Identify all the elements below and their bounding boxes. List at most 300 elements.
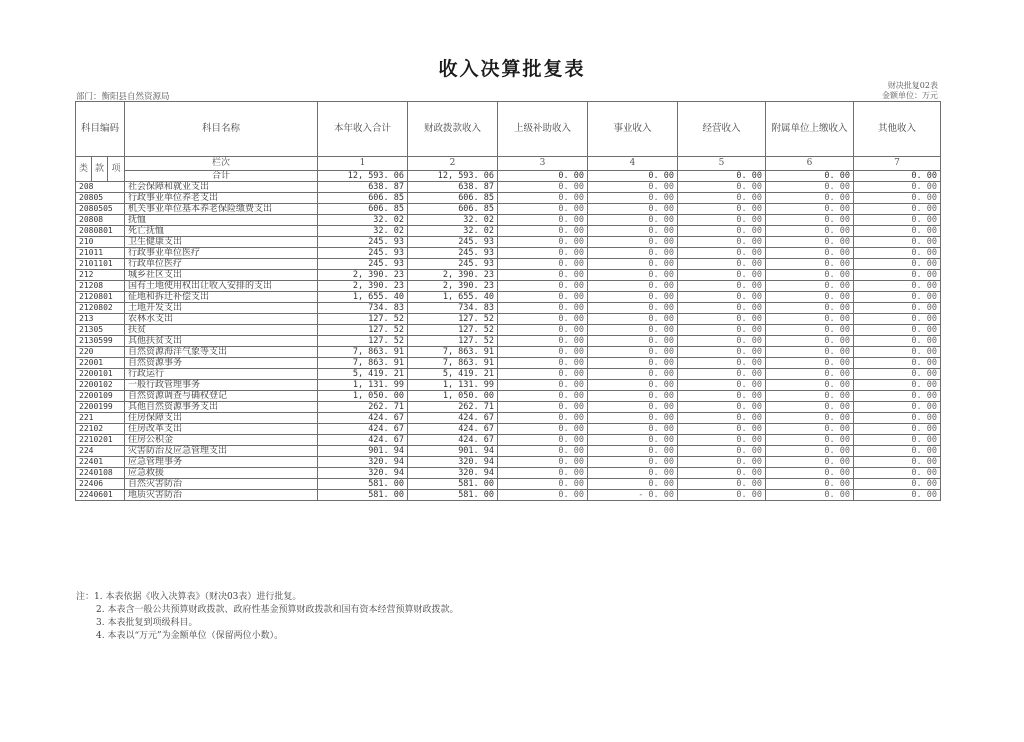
row-value-7: 0. 00 [854,226,941,237]
row-value-5: 0. 00 [678,479,766,490]
row-name: 一般行政管理事务 [125,380,318,391]
row-value-3: 0. 00 [498,479,588,490]
table-row [76,248,941,259]
row-value-1: 320. 94 [318,468,408,479]
row-value-4: 0. 00 [588,292,678,303]
row-name: 应急救援 [125,468,318,479]
total-row [76,170,941,181]
col-num-5: 5 [678,157,766,171]
row-value-2: 424. 67 [408,435,498,446]
note-1: 注：1. 本表依据《收入决算表》（财决03表）进行批复。 [76,592,302,602]
row-value-6: 0. 00 [766,215,854,226]
total-value-1: 12, 593. 06 [318,170,408,181]
row-value-3: 0. 00 [498,281,588,292]
row-name: 住房公积金 [125,435,318,446]
row-value-4: 0. 00 [588,435,678,446]
table-row [76,281,941,292]
row-name: 自然资源海洋气象等支出 [125,347,318,358]
table-row [76,380,941,391]
row-value-5: 0. 00 [678,314,766,325]
row-value-5: 0. 00 [678,215,766,226]
row-value-4: 0. 00 [588,468,678,479]
row-name: 行政事业单位医疗 [125,248,318,259]
row-name: 行政单位医疗 [125,259,318,270]
table-row [76,292,941,303]
row-value-2: 901. 94 [408,446,498,457]
row-value-3: 0. 00 [498,490,588,501]
row-value-5: 0. 00 [678,369,766,380]
row-value-4: 0. 00 [588,457,678,468]
row-value-7: 0. 00 [854,435,941,446]
total-value-6: 0. 00 [766,170,854,181]
header-lanci: 栏次 [125,157,318,171]
row-value-5: 0. 00 [678,457,766,468]
row-value-5: 0. 00 [678,468,766,479]
row-value-4: 0. 00 [588,347,678,358]
row-code: 2200101 [76,369,125,380]
row-value-7: 0. 00 [854,325,941,336]
row-value-2: 424. 67 [408,424,498,435]
row-value-4: 0. 00 [588,369,678,380]
row-name: 其他扶贫支出 [125,336,318,347]
row-value-7: 0. 00 [854,182,941,193]
row-name: 行政运行 [125,369,318,380]
row-value-4: 0. 00 [588,479,678,490]
table-row [76,270,941,281]
row-value-6: 0. 00 [766,369,854,380]
row-value-1: 1, 131. 99 [318,380,408,391]
row-name: 其他自然资源事务支出 [125,402,318,413]
row-value-2: 262. 71 [408,402,498,413]
table-row [76,490,941,501]
row-value-1: 127. 52 [318,336,408,347]
row-name: 死亡抚恤 [125,226,318,237]
row-code: 22406 [76,479,125,490]
row-value-6: 0. 00 [766,435,854,446]
row-name: 城乡社区支出 [125,270,318,281]
row-value-6: 0. 00 [766,391,854,402]
row-code: 2080801 [76,226,125,237]
row-code: 22401 [76,457,125,468]
row-value-2: 320. 94 [408,457,498,468]
row-code: 20805 [76,193,125,204]
row-value-2: 1, 050. 00 [408,391,498,402]
row-value-3: 0. 00 [498,314,588,325]
row-value-6: 0. 00 [766,336,854,347]
row-value-1: 245. 93 [318,237,408,248]
row-name: 自然资源事务 [125,358,318,369]
header-row [76,102,941,157]
row-value-5: 0. 00 [678,490,766,501]
row-value-2: 320. 94 [408,468,498,479]
row-value-1: 32. 02 [318,226,408,237]
row-value-5: 0. 00 [678,380,766,391]
row-value-2: 581. 00 [408,479,498,490]
row-value-3: 0. 00 [498,182,588,193]
note-3: 3. 本表批复到项级科目。 [96,618,198,628]
row-value-7: 0. 00 [854,468,941,479]
row-value-3: 0. 00 [498,468,588,479]
row-value-6: 0. 00 [766,468,854,479]
row-value-2: 606. 85 [408,204,498,215]
row-value-7: 0. 00 [854,402,941,413]
header-col-4: 事业收入 [588,102,678,157]
row-value-5: 0. 00 [678,281,766,292]
row-value-2: 734. 83 [408,303,498,314]
col-num-1: 1 [318,157,408,171]
row-value-4: 0. 00 [588,193,678,204]
row-value-7: 0. 00 [854,369,941,380]
row-value-1: 127. 52 [318,325,408,336]
row-code: 208 [76,182,125,193]
table-row [76,193,941,204]
page-title: 收入决算批复表 [438,58,586,80]
row-value-1: 581. 00 [318,490,408,501]
header-xiang: 项 [108,157,125,182]
header-kuan: 款 [92,157,108,182]
table-row [76,369,941,380]
row-value-4: 0. 00 [588,413,678,424]
row-value-4: 0. 00 [588,215,678,226]
row-name: 卫生健康支出 [125,237,318,248]
row-value-7: 0. 00 [854,248,941,259]
row-code: 2120802 [76,303,125,314]
table-row [76,446,941,457]
row-value-1: 424. 67 [318,435,408,446]
row-value-1: 2, 390. 23 [318,270,408,281]
row-code: 2130599 [76,336,125,347]
row-value-3: 0. 00 [498,248,588,259]
header-col-2: 财政拨款收入 [408,102,498,157]
table-row [76,226,941,237]
table-row [76,402,941,413]
col-num-6: 6 [766,157,854,171]
row-value-4: 0. 00 [588,402,678,413]
row-value-5: 0. 00 [678,435,766,446]
row-value-1: 5, 419. 21 [318,369,408,380]
row-name: 自然资源调查与确权登记 [125,391,318,402]
table-row [76,413,941,424]
row-name: 地质灾害防治 [125,490,318,501]
row-value-7: 0. 00 [854,237,941,248]
row-value-3: 0. 00 [498,435,588,446]
row-value-1: 606. 85 [318,193,408,204]
table-row [76,435,941,446]
note-4: 4. 本表以“万元”为金额单位（保留两位小数）。 [96,631,284,641]
row-code: 221 [76,413,125,424]
row-code: 21305 [76,325,125,336]
row-value-6: 0. 00 [766,281,854,292]
row-value-2: 7, 863. 91 [408,347,498,358]
row-value-3: 0. 00 [498,391,588,402]
row-value-3: 0. 00 [498,259,588,270]
table-row [76,314,941,325]
row-value-3: 0. 00 [498,193,588,204]
total-value-7: 0. 00 [854,170,941,181]
row-code: 212 [76,270,125,281]
row-value-5: 0. 00 [678,270,766,281]
row-value-7: 0. 00 [854,413,941,424]
row-value-1: 245. 93 [318,248,408,259]
table-row [76,468,941,479]
row-value-5: 0. 00 [678,336,766,347]
table-row [76,325,941,336]
row-code: 2080505 [76,204,125,215]
row-value-1: 1, 050. 00 [318,391,408,402]
row-value-5: 0. 00 [678,325,766,336]
row-value-6: 0. 00 [766,226,854,237]
row-value-7: 0. 00 [854,193,941,204]
row-value-6: 0. 00 [766,325,854,336]
row-value-1: 581. 00 [318,479,408,490]
row-value-6: 0. 00 [766,182,854,193]
total-value-4: 0. 00 [588,170,678,181]
row-value-4: 0. 00 [588,358,678,369]
row-value-3: 0. 00 [498,380,588,391]
row-value-3: 0. 00 [498,237,588,248]
row-value-3: 0. 00 [498,369,588,380]
row-value-5: 0. 00 [678,446,766,457]
row-value-6: 0. 00 [766,413,854,424]
row-value-7: 0. 00 [854,424,941,435]
row-value-5: 0. 00 [678,259,766,270]
row-code: 22102 [76,424,125,435]
row-value-5: 0. 00 [678,226,766,237]
row-value-5: 0. 00 [678,358,766,369]
col-num-3: 3 [498,157,588,171]
notes [76,591,458,643]
row-value-4: 0. 00 [588,303,678,314]
row-name: 国有土地使用权出让收入安排的支出 [125,281,318,292]
row-value-3: 0. 00 [498,336,588,347]
row-name: 应急管理事务 [125,457,318,468]
row-value-3: 0. 00 [498,325,588,336]
note-2: 2. 本表含一般公共预算财政拨款、政府性基金预算财政拨款和国有资本经营预算财政拨款。 [96,605,459,615]
row-value-2: 606. 85 [408,193,498,204]
row-value-7: 0. 00 [854,270,941,281]
row-value-1: 901. 94 [318,446,408,457]
row-code: 2200102 [76,380,125,391]
row-value-6: 0. 00 [766,259,854,270]
row-value-1: 424. 67 [318,413,408,424]
row-value-7: 0. 00 [854,215,941,226]
row-value-3: 0. 00 [498,204,588,215]
row-value-6: 0. 00 [766,479,854,490]
row-value-4: 0. 00 [588,182,678,193]
row-name: 灾害防治及应急管理支出 [125,446,318,457]
row-value-2: 32. 02 [408,215,498,226]
row-value-1: 1, 655. 40 [318,292,408,303]
total-label: 合计 [125,170,318,181]
table-row [76,215,941,226]
row-value-4: 0. 00 [588,325,678,336]
row-value-2: 127. 52 [408,325,498,336]
row-value-3: 0. 00 [498,292,588,303]
table-row [76,237,941,248]
row-value-2: 245. 93 [408,248,498,259]
table-body [76,182,941,501]
row-value-3: 0. 00 [498,446,588,457]
row-code: 213 [76,314,125,325]
row-value-7: 0. 00 [854,490,941,501]
row-value-4: 0. 00 [588,314,678,325]
row-value-1: 245. 93 [318,259,408,270]
header-col-6: 附属单位上缴收入 [766,102,854,157]
row-value-5: 0. 00 [678,424,766,435]
row-name: 土地开发支出 [125,303,318,314]
form-info [882,81,938,101]
row-code: 2200109 [76,391,125,402]
row-value-2: 7, 863. 91 [408,358,498,369]
row-value-5: 0. 00 [678,292,766,303]
row-code: 210 [76,237,125,248]
row-name: 抚恤 [125,215,318,226]
row-value-5: 0. 00 [678,391,766,402]
row-value-1: 606. 85 [318,204,408,215]
row-value-5: 0. 00 [678,193,766,204]
row-value-5: 0. 00 [678,303,766,314]
row-value-6: 0. 00 [766,457,854,468]
row-value-5: 0. 00 [678,402,766,413]
row-value-7: 0. 00 [854,391,941,402]
row-value-6: 0. 00 [766,292,854,303]
row-name: 社会保障和就业支出 [125,182,318,193]
header-lei: 类 [76,157,92,182]
row-value-5: 0. 00 [678,413,766,424]
row-value-6: 0. 00 [766,402,854,413]
row-value-4: 0. 00 [588,204,678,215]
row-code: 21011 [76,248,125,259]
row-value-6: 0. 00 [766,358,854,369]
row-value-5: 0. 00 [678,237,766,248]
row-name: 行政事业单位养老支出 [125,193,318,204]
row-value-6: 0. 00 [766,193,854,204]
row-value-7: 0. 00 [854,292,941,303]
row-value-2: 424. 67 [408,413,498,424]
col-num-2: 2 [408,157,498,171]
row-value-4: 0. 00 [588,281,678,292]
row-value-7: 0. 00 [854,446,941,457]
row-code: 20808 [76,215,125,226]
row-value-2: 1, 131. 99 [408,380,498,391]
row-code: 224 [76,446,125,457]
table-row [76,391,941,402]
row-code: 220 [76,347,125,358]
header-col-1: 本年收入合计 [318,102,408,157]
row-value-1: 320. 94 [318,457,408,468]
unit-label: 金额单位：万元 [882,91,938,100]
row-value-1: 7, 863. 91 [318,358,408,369]
table-row [76,303,941,314]
header-name: 科目名称 [125,102,318,157]
lanci-row [76,157,941,171]
row-value-7: 0. 00 [854,314,941,325]
row-name: 扶贫 [125,325,318,336]
row-name: 住房保障支出 [125,413,318,424]
col-num-4: 4 [588,157,678,171]
row-value-3: 0. 00 [498,226,588,237]
income-table [75,101,941,501]
row-value-3: 0. 00 [498,270,588,281]
row-code: 2210201 [76,435,125,446]
table-row [76,259,941,270]
table-row [76,336,941,347]
row-value-4: 0. 00 [588,336,678,347]
row-value-6: 0. 00 [766,380,854,391]
row-name: 自然灾害防治 [125,479,318,490]
row-name: 住房改革支出 [125,424,318,435]
row-value-6: 0. 00 [766,424,854,435]
row-value-2: 581. 00 [408,490,498,501]
row-name: 农林水支出 [125,314,318,325]
table-row [76,182,941,193]
row-value-7: 0. 00 [854,281,941,292]
row-value-1: 262. 71 [318,402,408,413]
row-value-5: 0. 00 [678,347,766,358]
row-value-4: 0. 00 [588,424,678,435]
table-row [76,204,941,215]
row-value-1: 734. 83 [318,303,408,314]
row-name: 机关事业单位基本养老保险缴费支出 [125,204,318,215]
row-code: 2101101 [76,259,125,270]
row-value-7: 0. 00 [854,479,941,490]
row-value-4: 0. 00 [588,237,678,248]
total-value-5: 0. 00 [678,170,766,181]
row-value-3: 0. 00 [498,424,588,435]
row-code: 22001 [76,358,125,369]
row-value-3: 0. 00 [498,413,588,424]
row-value-3: 0. 00 [498,347,588,358]
row-value-1: 2, 390. 23 [318,281,408,292]
row-value-3: 0. 00 [498,358,588,369]
header-col-7: 其他收入 [854,102,941,157]
row-value-4: 0. 00 [588,270,678,281]
row-value-4: 0. 00 [588,226,678,237]
row-value-3: 0. 00 [498,303,588,314]
row-value-2: 5, 419. 21 [408,369,498,380]
row-value-2: 127. 52 [408,314,498,325]
row-value-1: 638. 87 [318,182,408,193]
row-value-4: 0. 00 [588,391,678,402]
row-value-4: 0. 00 [588,259,678,270]
row-value-6: 0. 00 [766,347,854,358]
department-label: 部门：衡阳县自然资源局 [76,92,170,102]
total-value-3: 0. 00 [498,170,588,181]
row-value-7: 0. 00 [854,347,941,358]
row-value-3: 0. 00 [498,402,588,413]
row-value-7: 0. 00 [854,358,941,369]
row-value-6: 0. 00 [766,237,854,248]
row-value-7: 0. 00 [854,259,941,270]
row-value-2: 2, 390. 23 [408,281,498,292]
row-value-6: 0. 00 [766,270,854,281]
row-value-3: 0. 00 [498,215,588,226]
row-value-4: 0. 00 [588,380,678,391]
row-value-2: 127. 52 [408,336,498,347]
row-value-2: 638. 87 [408,182,498,193]
row-code: 21208 [76,281,125,292]
header-col-5: 经营收入 [678,102,766,157]
row-value-1: 7, 863. 91 [318,347,408,358]
row-name: 征地和拆迁补偿支出 [125,292,318,303]
row-value-7: 0. 00 [854,380,941,391]
row-value-7: 0. 00 [854,204,941,215]
row-value-2: 245. 93 [408,259,498,270]
table-row [76,457,941,468]
row-code: 2200199 [76,402,125,413]
row-value-6: 0. 00 [766,303,854,314]
row-value-1: 127. 52 [318,314,408,325]
